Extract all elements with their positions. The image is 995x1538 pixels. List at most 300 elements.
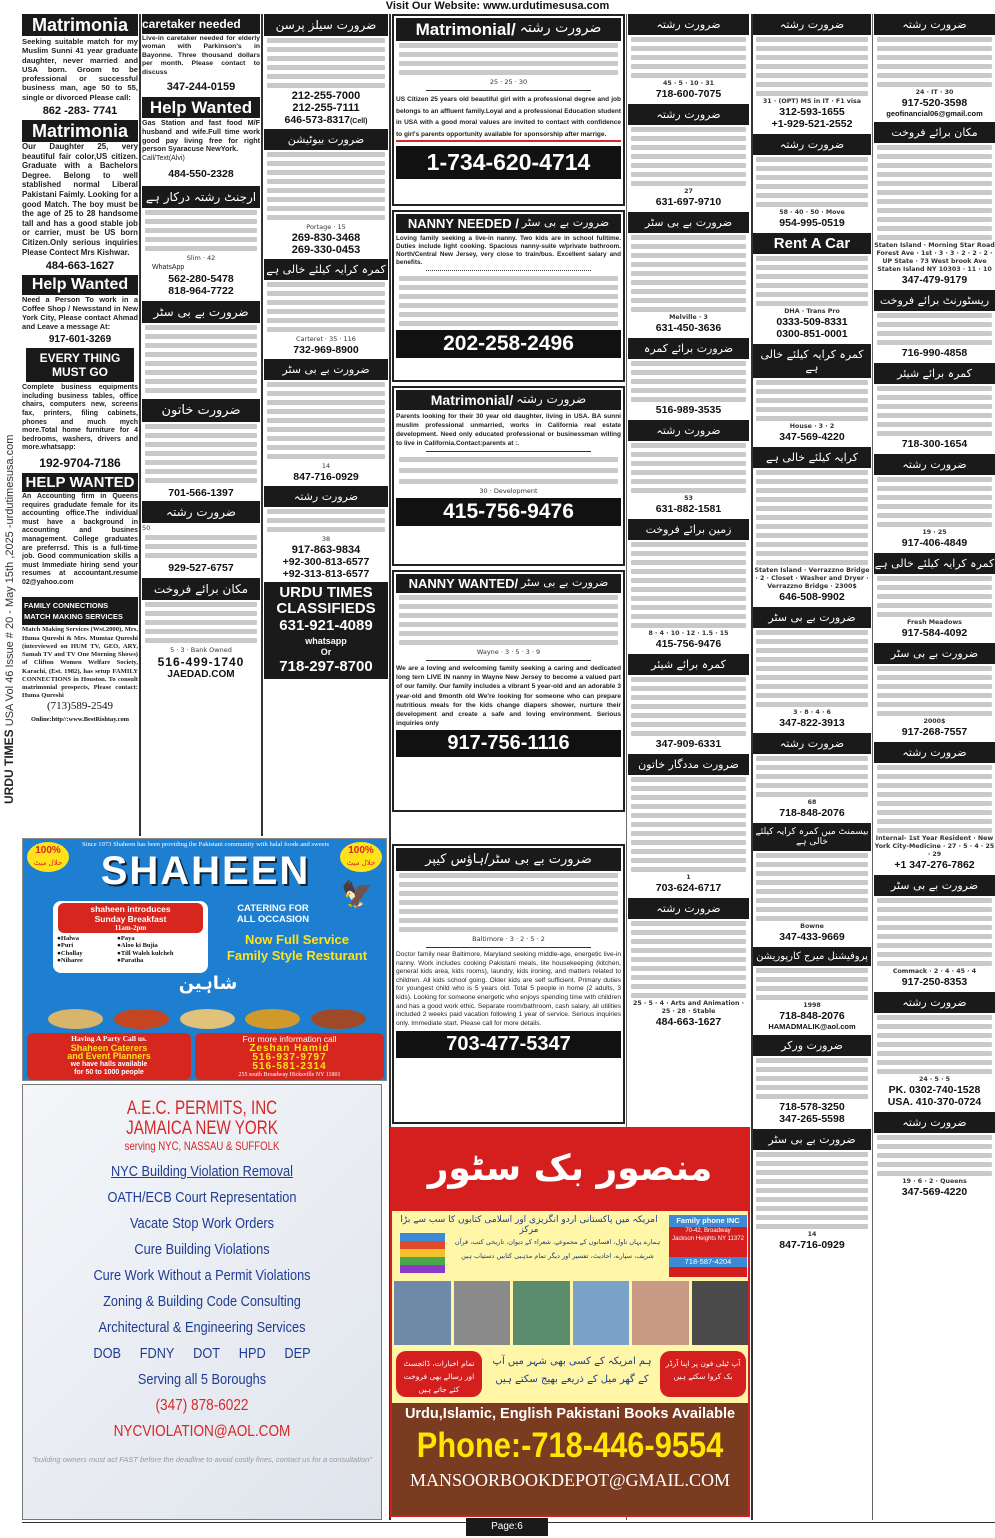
ad-body: An Accounting firm in Queens requires gradudate female for its accounting office.The individual must have a background in accounting and busines management. College graduates are preferrsd. This is a full-time job. Good communication skills a must Immediate hiring send your resumes at accountant.resume 02@yahoo.com: [22, 492, 138, 586]
urdu-body-text: [874, 664, 995, 718]
urdu-body-text: [396, 593, 621, 647]
ad-phone: 415-756-9476: [396, 498, 621, 526]
party-line: and Event Planners: [67, 1051, 151, 1062]
ad-phone: 347-244-0159: [166, 81, 236, 94]
urdu-body-text: [874, 1013, 995, 1076]
ad-title: مکان برائے فروخت: [142, 578, 260, 600]
ad-title: [22, 597, 138, 625]
menu-item: ●Paratha: [117, 956, 144, 964]
book-covers: [394, 1281, 748, 1345]
ad-latin-terms: 27: [684, 188, 693, 195]
contact-phone: 516-937-9797: [252, 1052, 327, 1063]
ad-latin-terms: DHA · Trans Pro: [784, 308, 840, 315]
ad-body: Parents looking for their 30 year old daughter, living in USA. BA sunni muslim professional unmarried, works in California real estate development. Need only educated professional or businessman willing to live in California.Contact:parents at :.: [396, 413, 621, 447]
book-cover-image: [394, 1281, 451, 1345]
website-link[interactable]: Online:http//:www.BestRishtay.com: [31, 716, 129, 724]
divider: [426, 660, 591, 661]
urdu-body-text: [142, 323, 260, 395]
eagle-icon: 🦅: [341, 879, 374, 909]
urdu-body-text: [628, 359, 749, 404]
ad-title: ضرورت رشتہ: [753, 733, 871, 754]
ad-latin-terms: Carteret · 35 · 116: [296, 335, 356, 343]
ad-title-line: FAMILY CONNECTIONS: [24, 601, 109, 611]
ad-phone: 718-848-2076: [779, 807, 845, 819]
ad-phone: 631-450-3636: [655, 322, 722, 334]
urdu-body-text: [264, 507, 388, 534]
ad-title-ur: ضرورت بے بی سٹر: [521, 216, 610, 229]
mansoor-phone: Phone:-718-446-9554: [416, 1426, 724, 1465]
ad-phone: 954-995-0519: [779, 217, 845, 229]
ad-phone: 917-584-4092: [901, 627, 968, 639]
ad-phone: 917-863-9834: [291, 544, 361, 556]
breakfast-intro: shaheen introduces: [90, 904, 171, 914]
ad-phone: 269-830-3468: [291, 232, 361, 244]
delivery-line: کے گھر میل کے ذریعے بھیج سکتے ہیں: [495, 1374, 649, 1385]
menu-item: ●Aloo ki Bujia: [117, 942, 158, 950]
newspapers-bubble: تمام اخبارات، ڈائجسٹ اور رسالے بھی فروخت کئے جاتے ہیں: [396, 1351, 482, 1397]
classified-ad: [753, 1129, 871, 1251]
divider: [426, 90, 591, 91]
family-phone-address: Jackson Heights NY 11372: [672, 1236, 744, 1242]
family-phone-number: 718-587-4204: [669, 1257, 747, 1267]
urdu-body-text: [874, 384, 995, 438]
ad-phone: 917-601-3269: [48, 334, 112, 346]
ad-phone: 718-578-3250: [779, 1101, 845, 1113]
menu-item: ●Chollay: [57, 949, 83, 957]
ad-latin-terms: 31 · (OPT) MS in IT · F1 visa: [762, 98, 862, 105]
classified-ad: [874, 363, 995, 450]
classified-ad: [874, 992, 995, 1108]
shaheen-logo-text: SHAHEEN: [100, 849, 311, 893]
ad-phone: 312-593-1655: [779, 106, 845, 118]
ad-phone: 646-508-9902: [779, 591, 845, 603]
ad-title: ضرورت رشتہ: [874, 14, 995, 35]
ad-title: ضرورت ورکر: [753, 1035, 871, 1056]
ad-phone: 516-989-3535: [655, 404, 722, 416]
ad-body: Gas Station and fast food M/F husband and wife.Full time work good pay living free for right person Syaracuse NewYork.: [142, 118, 260, 154]
ad-body: Our Daughter 25, very beautiful fair color,US citizen. Graduate with a Bachelors Degree. Belong to well stablished normal Liberal Pakistani Faimly. Looking for a good Match. The boy must be the age of 25 to 28 handsome tall and has a good stable job or carrier, must be US born Citizen.Only serious inquiries Please Contect Mrs Kishwar.: [22, 142, 138, 257]
ad-body: Complete business equipments including business tables, office chairs, computers new, screens fax, printers, filing cabinets, phones and much mych more.Total home furniture for 4 bedrooms, washers, drivers and more.whatsapp:: [22, 384, 138, 452]
ad-title-en: Matrimonial/: [415, 20, 516, 39]
urdu-body-text: [264, 150, 388, 222]
aec-agency: FDNY: [139, 1345, 175, 1362]
book-cover-image: [692, 1281, 749, 1345]
family-phone-box: [669, 1215, 747, 1277]
ad-title: ضرورت بے بی سٹر: [874, 875, 995, 896]
ad-phone: 1-734-620-4714: [396, 146, 621, 179]
ad-latin-terms: Melville · 3: [669, 314, 708, 321]
ad-latin-terms: House · 3 · 2: [789, 423, 835, 430]
urdu-body-text: [874, 35, 995, 89]
divider: [426, 451, 591, 452]
ad-title: کمرہ برائے شیئر: [874, 363, 995, 384]
column-1: [22, 14, 138, 836]
classified-ad: [753, 1035, 871, 1125]
halal-badge: [340, 842, 382, 872]
book-cover-image: [513, 1281, 570, 1345]
ad-phone: 917-250-8353: [901, 976, 968, 988]
classified-ad: [753, 947, 871, 1031]
urdu-body-text: [264, 36, 388, 90]
divider: [426, 270, 591, 271]
book-cover-image: [454, 1281, 511, 1345]
ad-phone: 847-716-0929: [779, 1239, 845, 1251]
menu-item: ●Puri: [57, 942, 74, 950]
ad-phone: 716-990-4858: [901, 347, 968, 359]
ad-title: Matrimonia: [22, 120, 138, 142]
ad-phone: 212-255-7000: [291, 90, 361, 102]
ad-latin-terms: 14: [807, 1231, 817, 1238]
aec-phone: (347) 878-6022: [155, 1397, 249, 1414]
ad-title: ضرورت رشتہ: [142, 501, 260, 523]
ad-title: ارجنٹ رشتہ درکار ہے: [142, 186, 260, 208]
aec-service: Cure Building Violations: [134, 1241, 270, 1258]
ad-body: US Citizen 25 years old beautiful girl with a professional degree and job belongs to an affluent family.Loyal and a professional Education student in USA with a good moral values are invited to contact with confidence to girl's parents opportunity available for sponsorship after marrige.: [396, 94, 621, 142]
books-stack-image: [400, 1233, 445, 1273]
classifieds-title: CLASSIFIEDS: [276, 600, 376, 617]
shaheen-urdu-logo: شاہین: [178, 973, 238, 994]
ad-latin-terms: Internal- 1st Year Resident · New York City-Medicine · 27 · 5 · 4 · 25 · 29: [874, 835, 995, 858]
ad-body: Seeking suitable match for my Muslim Sunni 41 year graduate daughter, never married and USA born. Groom to be professional or successful business man, age 50 to 55, single or divorced Please call:: [22, 37, 138, 102]
ad-latin-terms: 5 · 3 · Bank Owned: [170, 646, 232, 655]
ad-phone: 917-756-1116: [396, 730, 621, 757]
ad-phone: 703-477-5347: [396, 1031, 621, 1058]
aec-agency: DOT: [193, 1345, 221, 1362]
ad-body: We are a loving and welcoming family seeking a caring and dedicated long tern LIVE IN nanny in Wayne New Jersey to become a valued part of our family. Our family includes a vibrant 5 year-old and an adorable 3 year-old and 9month old We're looking for someone who can prepare nutritious meals for the kids change diapers shower, nurture their development and create a safe and loving environment. Serious inquiries only: [396, 665, 621, 728]
breakfast-hours: 11am-2pm: [114, 924, 147, 932]
ad-latin-terms: 25 · 25 · 30: [489, 78, 528, 86]
mansoor-contact-band: [392, 1403, 748, 1515]
ad-phone: 484-663-1627: [655, 1016, 722, 1028]
urdu-body-text: [874, 1133, 995, 1178]
ad-latin-terms: Wayne · 3 · 5 · 3 · 9: [476, 648, 541, 656]
ad-phone: 269-330-0453: [291, 244, 361, 256]
or-label: Or: [320, 647, 332, 657]
classifieds-phone: 718-297-8700: [279, 658, 373, 675]
menu-item: ●Till Waleh kulcheh: [117, 949, 174, 957]
urdu-body-text: [874, 763, 995, 835]
ad-latin-terms: 30 · Development: [479, 487, 538, 495]
website-link[interactable]: JAEDAD.COM: [167, 669, 235, 681]
classified-ad: [874, 643, 995, 738]
ad-phone: +1 347-276-7862: [894, 859, 975, 871]
ad-title: Rent A Car: [753, 233, 871, 254]
mansoor-description: [450, 1235, 665, 1263]
urdu-body-text: [142, 600, 260, 645]
issue-info: USA Vol 46 Issue # 20 - May 15th ,2025 -urdutimesusa.com: [4, 434, 16, 727]
classified-ad: [753, 14, 871, 130]
ad-title: ضرورت بے بی سٹر: [264, 359, 388, 380]
ad-phone: 212-255-7111: [292, 102, 360, 114]
classifieds-title: URDU TIMES: [279, 584, 373, 601]
column-7: [874, 14, 995, 1520]
phone-order-bubble: آپ ٹیلی فون پر اپنا آرڈر بک کروا سکتے ہیں: [660, 1351, 746, 1397]
party-box: [27, 1033, 191, 1080]
ad-body: Loving family seeking a live-in nanny. Two kids are in school fulltime. Duties include light cooking. Spacious nanny-suite w/private bathroom. North/Central New Jersey, very close to train/bus. Excellent salary and benefits.: [396, 235, 621, 266]
column-divider: [139, 14, 141, 836]
ad-latin-terms: 25 · 5 · 4 · Arts and Animation · 25 · 28 · Stable: [632, 1000, 745, 1015]
classified-ad: [628, 338, 749, 416]
ad-title: کرایہ کیلئے خالی ہے: [753, 447, 871, 468]
urdu-body-text: [142, 422, 260, 485]
ad-title: زمین برائے فروخت: [628, 519, 749, 540]
matrimonial-ad-2: [392, 386, 625, 566]
info-line: For more information call: [242, 1034, 337, 1044]
aec-service: Architectural & Engineering Services: [98, 1319, 306, 1336]
ad-phone: 347-569-4220: [901, 1186, 968, 1198]
ad-phone: 703-624-6717: [655, 882, 722, 894]
ad-latin-terms: 24 · IT · 30: [915, 89, 954, 96]
housekeeper-ad: [392, 844, 625, 1124]
ad-latin-terms: 19 · 25: [922, 529, 947, 536]
food-image: [180, 1009, 235, 1029]
party-line: for 50 to 1000 people: [74, 1069, 144, 1077]
urdu-body-text: [142, 533, 260, 560]
mansoor-email[interactable]: MANSOORBOOKDEPOT@GMAIL.COM: [409, 1470, 731, 1490]
classified-ad: [628, 212, 749, 334]
ad-contact-label: Call/Text(Alvi): [142, 155, 185, 163]
classified-ad: [628, 420, 749, 515]
party-line: Shaheen Caterers: [70, 1042, 148, 1053]
breakfast-menu: [53, 935, 208, 964]
ad-phone: 484-550-2328: [168, 167, 234, 180]
breakfast-title: Sunday Breakfast: [94, 914, 167, 924]
ad-phone: 732-969-8900: [293, 344, 359, 356]
delivery-text: [487, 1353, 657, 1389]
description-line: شریف، سپارے، احادیث، تفسیر اور دیگر تمام مذہبی کتابیں دستیاب ہیں: [461, 1252, 654, 1260]
ad-phone: 917-268-7557: [901, 726, 968, 738]
aec-agency: HPD: [238, 1345, 266, 1362]
ad-title: ضرورت بے بی سٹر: [628, 212, 749, 233]
badge-percent: 100%: [348, 845, 374, 856]
ad-title-line: MATCH MAKING SERVICES: [24, 612, 123, 622]
urdu-body-text: [753, 1150, 871, 1231]
contact-phone: 516-581-2314: [252, 1061, 327, 1072]
ad-phone: 818-964-7722: [168, 285, 234, 298]
column-divider: [261, 14, 263, 836]
ad-phone: 516-499-1740: [157, 655, 245, 670]
website-banner: Visit Our Website: www.urdutimesusa.com: [385, 0, 610, 12]
menu-item: ●Halwa: [57, 935, 79, 942]
ad-phone: 415-756-9476: [655, 638, 722, 650]
ad-title: کمرہ کرایہ کیلئے خالی ہے: [874, 553, 995, 574]
halal-badge: [27, 842, 69, 872]
ad-title: ضرورت رشتہ: [874, 992, 995, 1013]
shaheen-tagline: Since 1973 Shaheen has been providing the Pakistani community with halal foods and sweets: [81, 841, 330, 848]
classifieds-phone: 631-921-4089: [279, 617, 373, 634]
aec-permits-ad: [22, 1084, 382, 1520]
classified-ad: [874, 14, 995, 118]
aec-title: A.E.C. PERMITS, INC: [126, 1098, 278, 1119]
ad-phone: PK. 0302-740-1528: [888, 1084, 981, 1096]
ad-latin-terms: 24 · 5 · 5: [918, 1076, 951, 1083]
aec-agencies: [50, 1341, 354, 1367]
ad-phone: 917-520-3598: [901, 97, 968, 109]
page-number: Page:6: [466, 1518, 548, 1536]
ad-latin-terms: 38: [321, 535, 331, 543]
column-6: [753, 14, 871, 1520]
ad-title: ضرورت رشتہ: [628, 898, 749, 919]
ad-title: Help Wanted: [142, 97, 260, 118]
party-line: Having A Party Call us.: [71, 1034, 147, 1043]
food-image: [48, 1009, 103, 1029]
ad-title-ur: ضرورت رشتہ: [519, 20, 602, 36]
ad-title: ضرورت خاتون: [142, 399, 260, 422]
whatsapp-label: WhatsApp: [152, 263, 185, 271]
urdu-body-text: [753, 378, 871, 423]
full-service-text: [208, 932, 386, 964]
ad-title: مکان برائے فروخت: [874, 122, 995, 143]
family-phone-address: 70-42, Broadway: [685, 1228, 731, 1234]
delivery-line: ہم امریکہ کے کسی بھی شہر میں آپ: [492, 1356, 652, 1367]
nanny-wanted-ad: [392, 570, 625, 812]
full-service-line: Family Style Resturant: [226, 948, 368, 963]
menu-item: ●Paya: [117, 935, 135, 942]
urdu-body-text: [874, 143, 995, 242]
classified-ad: [628, 104, 749, 208]
urdu-body-text: [628, 540, 749, 630]
contact-name: Zeshan Hamid: [249, 1043, 330, 1054]
ad-latin-terms: 1998: [803, 1002, 821, 1009]
ad-phone: 347-433-9669: [779, 931, 845, 943]
ad-phone: +92-313-813-6577: [282, 568, 370, 580]
book-cover-image: [573, 1281, 630, 1345]
ad-title: ضرورت رشتہ: [628, 420, 749, 441]
ad-latin-terms: 42 · Slim: [186, 253, 216, 262]
urdu-body-text: [753, 1056, 871, 1101]
ad-title: ضرورت بے بی سٹر: [142, 301, 260, 323]
aec-service: OATH/ECB Court Representation: [107, 1189, 297, 1206]
ad-title: ضرورت رشتہ: [753, 134, 871, 155]
ad-title: ضرورت رشتہ: [753, 14, 871, 35]
mansoor-tagline: امریکہ میں پاکستانی اردو انگریزی اور اسلامی کتابوں کا سب سے بڑا مرکز: [400, 1215, 658, 1235]
urdu-body-text: [753, 754, 871, 799]
urdu-body-text: [874, 311, 995, 347]
ad-phone: 701-566-1397: [168, 487, 234, 500]
ad-phone: 917-406-4849: [901, 537, 968, 549]
classified-ad: [874, 290, 995, 359]
ad-title: [396, 214, 621, 233]
ad-title: [396, 574, 621, 593]
badge-urdu: حلال میٹ: [346, 859, 376, 867]
ad-latin-terms: 3 · 8 · 4 · 6: [793, 709, 831, 716]
ad-title-line: MUST GO: [52, 365, 108, 380]
full-service-line: Now Full Service: [244, 932, 350, 947]
ad-title: [396, 18, 621, 41]
info-box: [195, 1033, 384, 1080]
ad-latin-terms: Portage · 15: [306, 223, 346, 231]
ad-phone: 347-479-9179: [901, 274, 968, 286]
classified-ad: [874, 454, 995, 549]
ad-title: HELP WANTED: [22, 473, 138, 492]
ad-phone: 347-265-5598: [779, 1113, 845, 1125]
urdu-body-text: [396, 274, 621, 328]
ad-latin-terms: Staten Island · Morning Star Road Forest Ave · 1st · 3 · 3 · 2 · 2 · 2 · UP State · 73 West brook Ave Staten Island NY 10303 · 11 · 10: [874, 242, 995, 273]
urdu-body-text: [753, 35, 871, 98]
ad-email[interactable]: HAMADMALIK@aol.com: [768, 1022, 856, 1031]
aec-boroughs: Serving all 5 Boroughs: [137, 1371, 267, 1388]
aec-footnote: "building owners must act FAST before the deadline to avoid costly fines, contact us for a consultation": [32, 1455, 372, 1464]
aec-service-area: serving NYC, NASSAU & SUFFOLK: [124, 1139, 280, 1153]
classified-ad: [753, 823, 871, 943]
urdu-body-text: [628, 35, 749, 80]
aec-service: Vacate Stop Work Orders: [129, 1215, 275, 1232]
ad-latin-terms: 68: [807, 799, 817, 806]
aec-services-list: [50, 1159, 354, 1341]
ad-phone: USA. 410-370-0724: [887, 1096, 982, 1108]
ad-title: ضرورت رشتہ: [874, 1112, 995, 1133]
ad-phone: (713)589-2549: [47, 700, 113, 713]
shaheen-ad: [22, 838, 387, 1081]
badge-percent: 100%: [35, 845, 61, 856]
ad-phone: 718-600-7075: [655, 88, 722, 100]
urdu-body-text: [753, 966, 871, 1002]
ad-title: ضرورت بے بی سٹر/ہاؤس کیپر: [396, 848, 621, 871]
ad-body: Live-in caretaker needed for elderly woman with Parkinson's in Bayonne. Three thousand dollars per month. Please contact to discuss: [142, 35, 260, 76]
ad-title: Matrimonia: [22, 14, 138, 36]
ad-phone: 631-697-9710: [655, 196, 722, 208]
classified-ad: [628, 519, 749, 650]
ad-phone: 929-527-6757: [168, 562, 234, 575]
catering-line: ALL OCCASION: [236, 914, 310, 925]
ad-title: ضرورت بے بی سٹر: [753, 1129, 871, 1150]
ad-phone: 192-9704-7186: [39, 455, 121, 470]
ad-phone: +92-300-813-6577: [282, 556, 370, 568]
ad-title-ur: ضرورت رشتہ: [516, 392, 587, 406]
breakfast-box: [53, 901, 208, 973]
ad-body: Match Making Services (Wst.2000), Mrs. Huma Qureshi & Mrs. Mumtaz Qureshi (interviewed on HUM TV, GEO, ARY, Samah TV and TV One Morning Shows) of Clifton Women Welfare Society, Karachi, (Est. 1982), has setup FAMILY CONNECTIONS in Houston. To consult matrimonial prospects, Please contact: Huma Qureshi: [22, 626, 138, 700]
catering-text: [213, 903, 333, 925]
ad-title: ضرورت برائے کمرہ: [628, 338, 749, 359]
ad-title: ضرورت مددگار خاتون: [628, 754, 749, 775]
classified-ad: [753, 733, 871, 819]
ad-latin-terms: 8 · 4 · 10 · 12 · 1.5 · 15: [648, 630, 729, 637]
urdu-body-text: [142, 208, 260, 253]
divider: [426, 947, 591, 948]
ad-title: ضرورت رشتہ: [874, 454, 995, 475]
ad-latin-terms: 19 · 6 · 2 · Queens: [902, 1178, 967, 1185]
ad-latin-terms: 58 · 40 · 50 · Move: [779, 209, 845, 216]
catering-line: CATERING FOR: [237, 903, 309, 914]
classified-ad: [628, 898, 749, 1028]
badge-urdu: حلال میٹ: [33, 859, 63, 867]
ad-phone: 718-848-2076: [779, 1010, 845, 1022]
ad-title-line: EVERY THING: [39, 351, 121, 366]
classified-ad: [874, 1112, 995, 1198]
aec-agency: DEP: [284, 1345, 311, 1362]
ad-phone: 202-258-2496: [396, 330, 621, 358]
ad-title-en: Matrimonial/: [430, 392, 514, 408]
ad-phone: 631-882-1581: [655, 503, 722, 515]
phone-note: (Cell): [349, 118, 368, 125]
urdu-body-text: [753, 254, 871, 308]
ad-email[interactable]: geofinancial06@gmail.com: [886, 109, 983, 118]
ad-phone: 847-716-0929: [293, 471, 359, 483]
ad-latin-terms: Baltimore · 3 · 2 · 5 · 2: [472, 935, 545, 943]
classified-ad: [874, 742, 995, 871]
ad-phone: 347-569-4220: [779, 431, 845, 443]
ad-latin-terms: 2000$: [923, 718, 946, 725]
urdu-body-text: [264, 280, 388, 334]
classified-ad: [628, 754, 749, 894]
ad-title: ضرورت بے بی سٹر: [874, 643, 995, 664]
column-divider: [872, 14, 873, 1520]
ad-phone: 0333-509-8331: [776, 316, 848, 328]
classified-ad: [753, 344, 871, 443]
urdu-body-text: [753, 468, 871, 567]
aec-email[interactable]: NYCVIOLATION@AOL.COM: [113, 1423, 291, 1440]
ad-title: کمرہ کرایہ کیلئے خالی ہے: [264, 259, 388, 280]
